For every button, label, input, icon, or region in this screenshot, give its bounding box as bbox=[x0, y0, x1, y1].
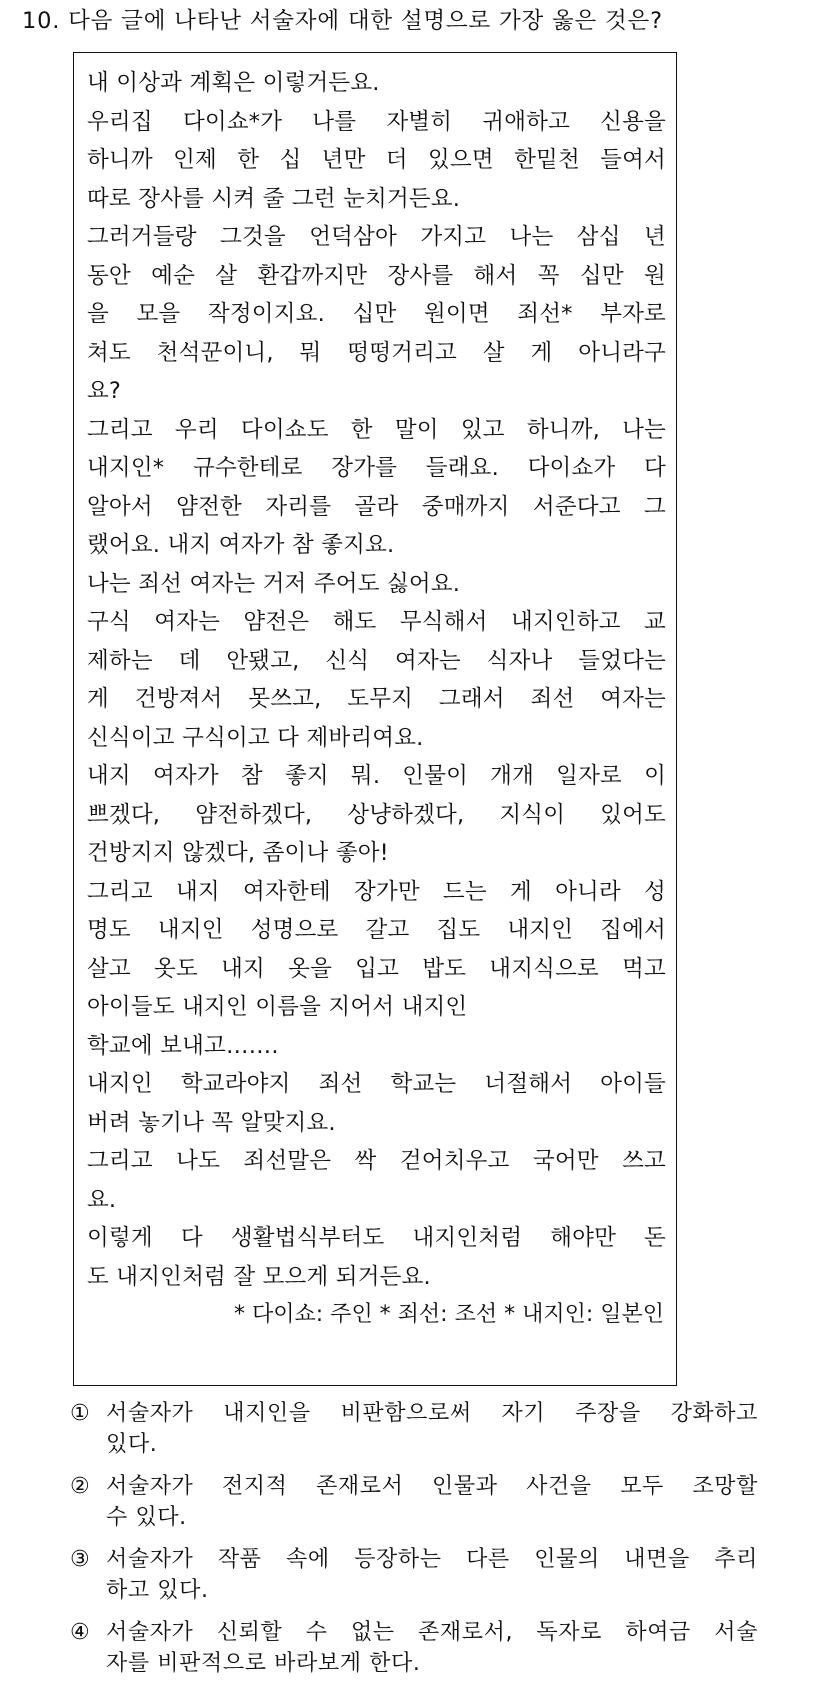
passage-line: 게 건방져서 못쓰고, 도무지 그래서 죄선 여자는 bbox=[87, 686, 666, 712]
passage-line: 우리집 다이쇼*가 나를 자별히 귀애하고 신용을 bbox=[87, 108, 666, 135]
question-text: 다음 글에 나타난 서술자에 대한 설명으로 가장 옳은 것은? bbox=[68, 8, 663, 34]
choice-text bbox=[106, 1398, 758, 1460]
choice-number: ① bbox=[70, 1401, 90, 1426]
passage-line: 제하는 데 안됐고, 신식 여자는 식자나 들었다는 bbox=[87, 647, 666, 674]
answer-choices bbox=[70, 1398, 770, 1690]
choice-text-line: 하고 있다. bbox=[106, 1578, 209, 1603]
choice-3[interactable] bbox=[70, 1544, 770, 1606]
passage-footnote: * 다이쇼: 주인 * 죄선: 조선 * 내지인: 일본인 bbox=[234, 1302, 664, 1327]
passage-line: 이렇게 다 생활법식부터도 내지인처럼 해야만 돈 bbox=[87, 1225, 666, 1251]
passage-line: 랬어요. 내지 여자가 참 좋지요. bbox=[87, 532, 395, 558]
passage-line: 명도 내지인 성명으로 갈고 집도 내지인 집에서 bbox=[87, 917, 666, 943]
passage-line: 요? bbox=[87, 378, 122, 404]
passage-line: 하니까 인제 한 십 년만 더 있으면 한밑천 들여서 bbox=[87, 147, 666, 173]
passage-line: 내지 여자가 참 좋지 뭐. 인물이 개개 일자로 이 bbox=[87, 763, 666, 789]
passage-line: 그러거들랑 그것을 언덕삼아 가지고 나는 삼십 년 bbox=[87, 224, 666, 250]
choice-2[interactable] bbox=[70, 1471, 770, 1533]
choice-1[interactable] bbox=[70, 1398, 770, 1460]
passage-line: 내지인* 규수한테로 장가를 들래요. 다이쇼가 다 bbox=[87, 455, 666, 481]
choice-text-line: 있다. bbox=[106, 1432, 158, 1457]
question-stem bbox=[22, 6, 812, 36]
passage-line: 버려 놓기나 꼭 알맞지요. bbox=[87, 1109, 336, 1136]
passage-line: 쁘겠다, 얌전하겠다, 상냥하겠다, 지식이 있어도 bbox=[87, 801, 666, 828]
passage-line: 살고 옷도 내지 옷을 입고 밥도 내지식으로 먹고 bbox=[87, 955, 666, 982]
passage-line: 동안 예순 살 환갑까지만 장사를 해서 꼭 십만 원 bbox=[87, 262, 666, 289]
choice-text bbox=[106, 1544, 758, 1606]
passage-line: 따로 장사를 시켜 줄 그런 눈치거든요. bbox=[87, 185, 461, 212]
passage-line: 쳐도 천석꾼이니, 뭐 떵떵거리고 살 게 아니라구 bbox=[87, 339, 666, 366]
passage-line: 그리고 내지 여자한테 장가만 드는 게 아니라 성 bbox=[87, 878, 666, 905]
passage-line: 나는 죄선 여자는 거저 주어도 싫어요. bbox=[87, 570, 461, 597]
choice-text-line: 자를 비판적으로 바라보게 한다. bbox=[106, 1651, 421, 1676]
passage-line: 그리고 나도 죄선말은 싹 걷어치우고 국어만 쓰고 bbox=[87, 1148, 666, 1174]
passage-text bbox=[87, 64, 666, 1296]
choice-text-line: 서술자가 신뢰할 수 없는 존재로서, 독자로 하여금 서술 bbox=[106, 1620, 758, 1645]
choice-text-line: 서술자가 작품 속에 등장하는 다른 인물의 내면을 추리 bbox=[106, 1547, 758, 1572]
choice-4[interactable] bbox=[70, 1617, 770, 1679]
passage-line: 건방지지 않겠다, 좀이나 좋아! bbox=[87, 840, 389, 866]
passage-box bbox=[73, 52, 677, 1386]
passage-line: 학교에 보내고……. bbox=[87, 1032, 279, 1059]
passage-line: 을 모을 작정이지요. 십만 원이면 죄선* 부자로 bbox=[87, 301, 666, 327]
choice-number: ③ bbox=[70, 1547, 90, 1572]
choice-number: ② bbox=[70, 1474, 90, 1499]
passage-line: 알아서 얌전한 자리를 골라 중매까지 서준다고 그 bbox=[87, 493, 666, 520]
choice-text-line: 서술자가 내지인을 비판함으로써 자기 주장을 강화하고 bbox=[106, 1401, 758, 1426]
choice-number: ④ bbox=[70, 1620, 90, 1645]
choice-text-line: 서술자가 전지적 존재로서 인물과 사건을 모두 조망할 bbox=[106, 1474, 758, 1499]
passage-line: 요. bbox=[87, 1186, 117, 1213]
choice-text bbox=[106, 1617, 758, 1679]
passage-line: 그리고 우리 다이쇼도 한 말이 있고 하니까, 나는 bbox=[87, 416, 666, 443]
choice-text-line: 수 있다. bbox=[106, 1505, 187, 1530]
passage-line: 내지인 학교라야지 죄선 학교는 너절해서 아이들 bbox=[87, 1071, 666, 1097]
passage-line: 아이들도 내지인 이름을 지어서 내지인 bbox=[87, 994, 468, 1020]
passage-line: 구식 여자는 얌전은 해도 무식해서 내지인하고 교 bbox=[87, 609, 666, 635]
question-number: 10. bbox=[22, 8, 61, 34]
passage-line: 도 내지인처럼 잘 모으게 되거든요. bbox=[87, 1263, 431, 1290]
passage-line: 신식이고 구식이고 다 제바리여요. bbox=[87, 724, 424, 751]
choice-text bbox=[106, 1471, 758, 1533]
passage-line: 내 이상과 계획은 이렇거든요. bbox=[87, 70, 380, 96]
